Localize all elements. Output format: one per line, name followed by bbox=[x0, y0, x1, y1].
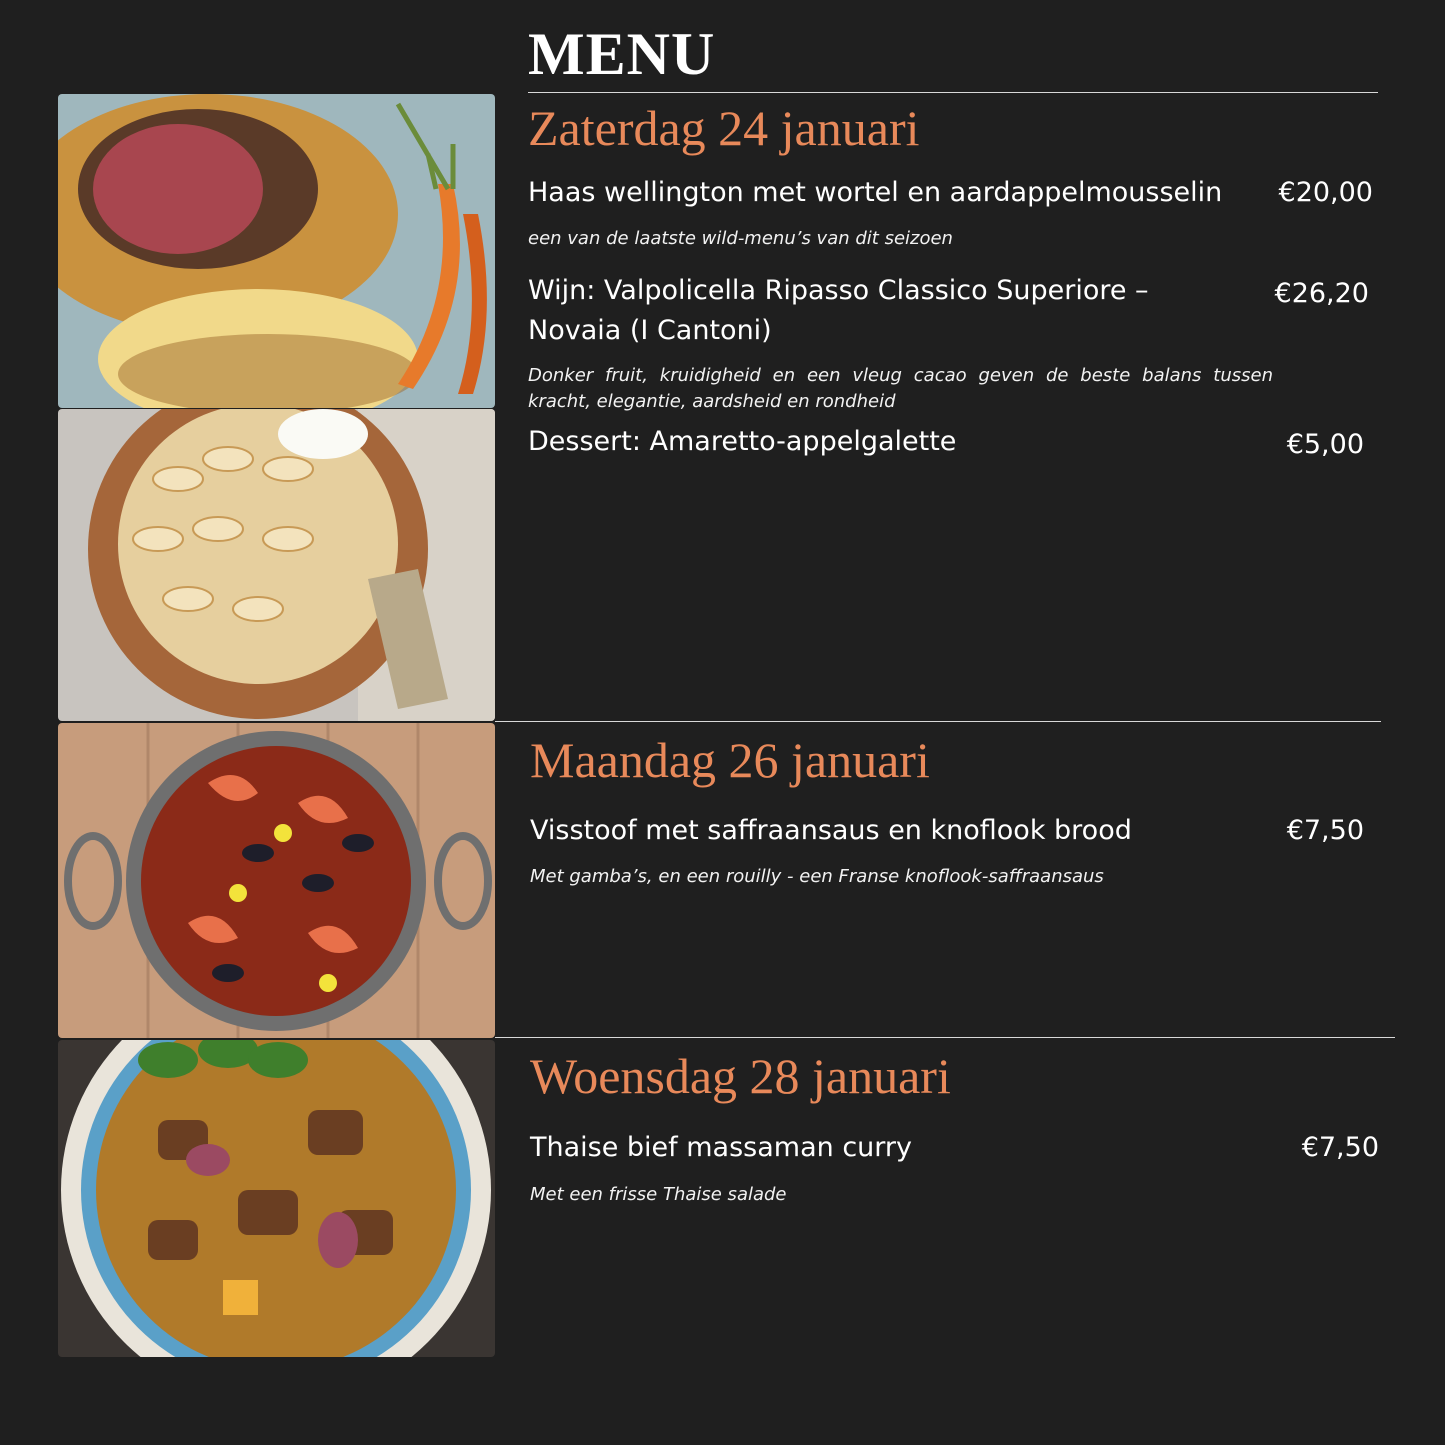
menu-item-description: een van de laatste wild-menu’s van dit seizoen bbox=[528, 228, 953, 249]
menu-title: MENU bbox=[528, 21, 716, 87]
menu-item-price: €26,20 bbox=[1274, 278, 1369, 309]
menu-item-price: €5,00 bbox=[1286, 429, 1364, 460]
day-heading: Maandag 26 januari bbox=[530, 732, 930, 788]
divider-bottom bbox=[495, 1037, 1395, 1038]
menu-item-name: Visstoof met saffraansaus en knoflook brood bbox=[530, 815, 1132, 846]
massaman-curry-photo bbox=[58, 1040, 495, 1357]
fish-stew-photo bbox=[58, 723, 495, 1038]
menu-item-price: €7,50 bbox=[1286, 815, 1364, 846]
menu-item-name: Dessert: Amaretto-appelgalette bbox=[528, 426, 957, 457]
menu-item-description: Met gamba’s, en een rouilly - een Franse knoflook-saffraansaus bbox=[530, 866, 1104, 887]
day-heading: Woensdag 28 januari bbox=[530, 1048, 951, 1104]
divider-top bbox=[528, 92, 1378, 93]
day-heading: Zaterdag 24 januari bbox=[528, 100, 920, 156]
menu-item-description: Met een frisse Thaise salade bbox=[530, 1184, 787, 1205]
apple-galette-photo bbox=[58, 409, 495, 721]
menu-item-description: Donker fruit, kruidigheid en een vleug cacao geven de beste balans tussen kracht, elegantie, aardsheid en rondheid bbox=[528, 365, 1273, 412]
divider-middle bbox=[495, 721, 1381, 722]
menu-item-price: €20,00 bbox=[1278, 177, 1373, 208]
beef-wellington-photo bbox=[58, 94, 495, 408]
menu-item-price: €7,50 bbox=[1301, 1132, 1379, 1163]
menu-item-name: Haas wellington met wortel en aardappelmousselin bbox=[528, 177, 1223, 208]
menu-item-name: Thaise bief massaman curry bbox=[530, 1132, 912, 1163]
menu-item-name: Wijn: Valpolicella Ripasso Classico Superiore – Novaia (I Cantoni) bbox=[528, 275, 1149, 346]
